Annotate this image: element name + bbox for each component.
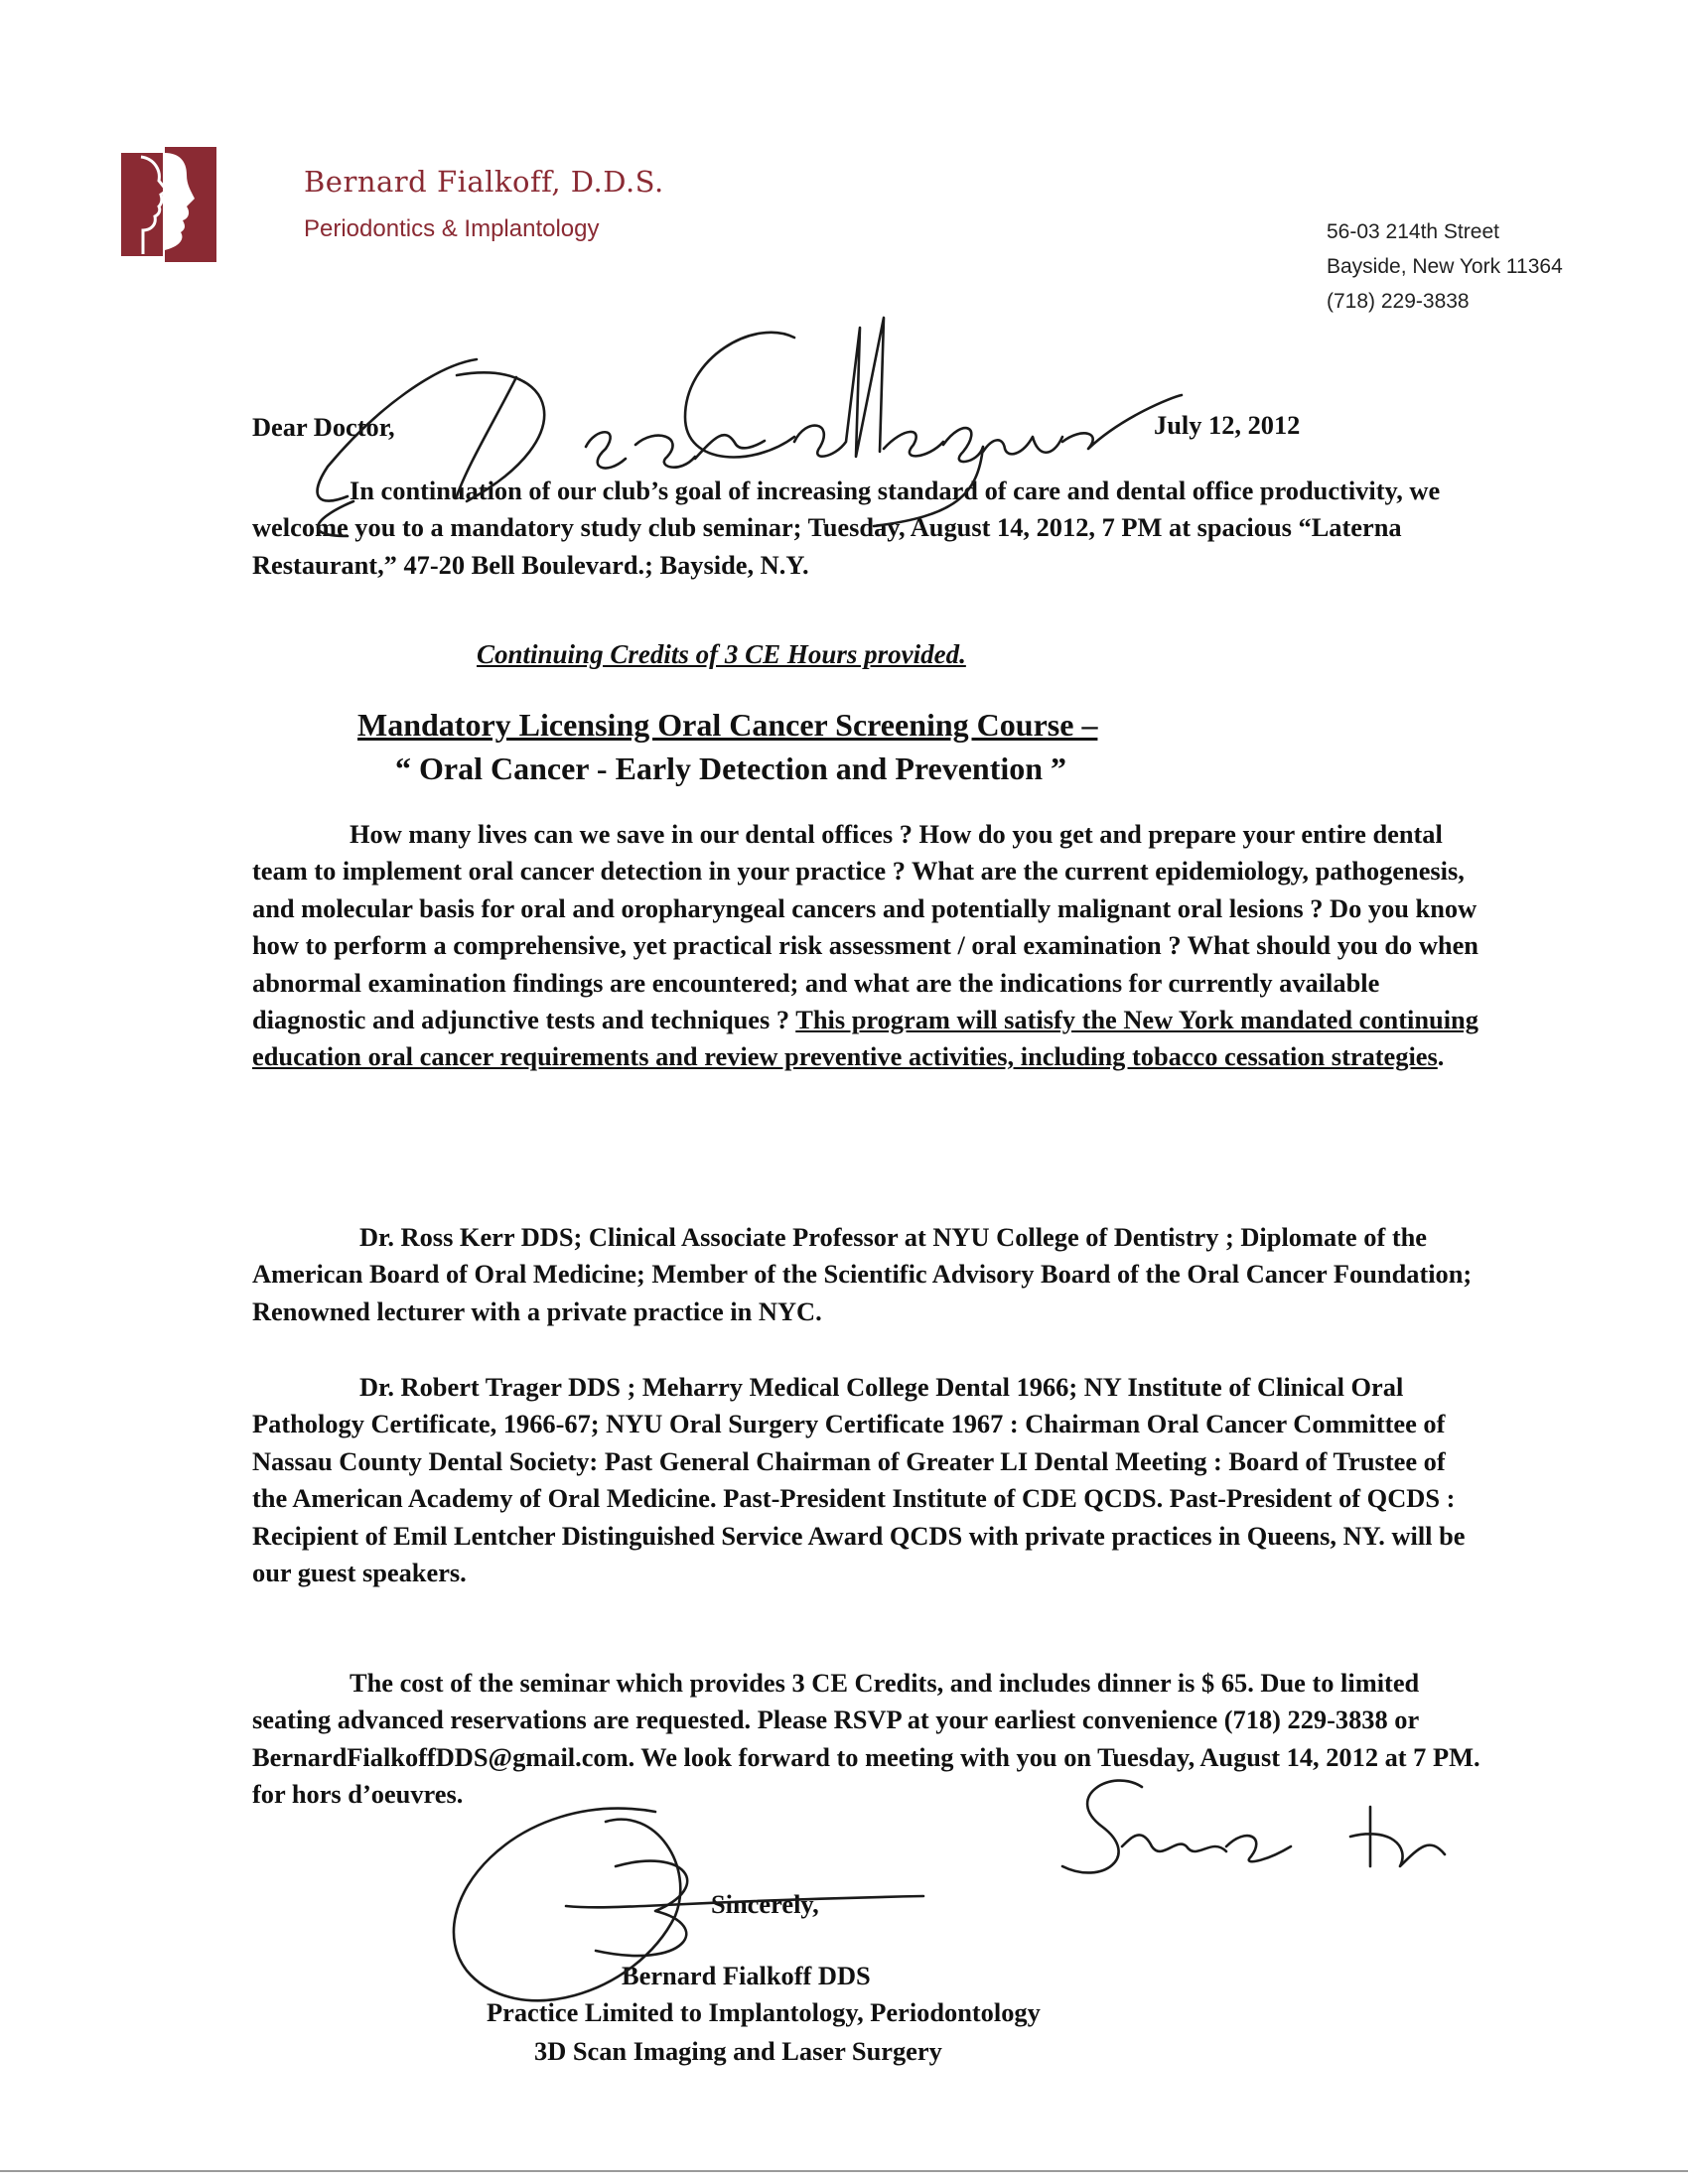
letter-date: July 12, 2012 xyxy=(1154,410,1301,440)
signer-title: Practice Limited to Implantology, Periodontology xyxy=(487,1997,1041,2027)
cost-paragraph xyxy=(252,1665,1483,1814)
intro-paragraph xyxy=(252,473,1483,584)
practice-logo xyxy=(121,147,216,262)
signer-name: Bernard Fialkoff DDS xyxy=(622,1961,871,1990)
course-title: Mandatory Licensing Oral Cancer Screening Course – xyxy=(357,707,1098,743)
signer-tagline: 3D Scan Imaging and Laser Surgery xyxy=(534,2036,942,2066)
cost-text: The cost of the seminar which provides 3 CE Credits, and includes dinner is $ 65. Due to limited seating advanced reservations are requested. Please RSVP at your earliest convenience (718) 229-3838 or BernardFialkoffDDS@gmail.com. We look forward to meeting with you on Tuesday, August 14, 2012 at 7 PM. for hors d’oeuvres. xyxy=(252,1668,1480,1810)
closing: Sincerely, xyxy=(711,1889,819,1919)
program-description xyxy=(252,816,1483,1076)
program-questions: How many lives can we save in our dental offices ? How do you get and prepare your entire dental team to implement oral cancer detection in your practice ? What are the current epidemiology, pathogenesis, and molecular basis for oral and oropharyngeal cancers and potentially malignant oral lesions ? Do you know how to perform a comprehensive, yet practical risk assessment / oral examination ? What should you do when abnormal examination findings are encountered; and what are the indications for currently available diagnostic and adjunctive tests and techniques ? xyxy=(252,819,1478,1035)
intro-text: In continuation of our club’s goal of increasing standard of care and dental office productivity, we welcome you to a mandatory study club seminar; Tuesday, August 14, 2012, 7 PM at spacious “Laterna Restaurant,” 47-20 Bell Boulevard.; Bayside, N.Y. xyxy=(252,476,1441,580)
course-subtitle: “ Oral Cancer - Early Detection and Prevention ” xyxy=(395,751,1067,786)
address-line-2: Bayside, New York 11364 xyxy=(1327,255,1563,278)
letterhead-address xyxy=(1327,214,1563,319)
speaker-bio-kerr xyxy=(252,1219,1483,1330)
salutation: Dear Doctor, xyxy=(252,412,395,442)
letterhead-specialty: Periodontics & Implantology xyxy=(304,215,600,242)
ce-credits-notice: Continuing Credits of 3 CE Hours provided. xyxy=(477,639,966,669)
program-requirements: This program will satisfy the New York mandated continuing education oral cancer requirements and review preventive activities, including tobacco cessation strategies xyxy=(252,1005,1478,1072)
page-edge-line xyxy=(0,2170,1688,2172)
program-period: . xyxy=(1437,1041,1445,1072)
address-line-1: 56-03 214th Street xyxy=(1327,220,1499,243)
speaker-bio-trager-text: Dr. Robert Trager DDS ; Meharry Medical College Dental 1966; NY Institute of Clinical Oral Pathology Certificate, 1966-67; NYU Oral Surgery Certificate 1967 : Chairman Oral Cancer Committee of Nassau County Dental Society: Past General Chairman of Greater LI Dental Meeting : Board of Trustee of the American Academy of Oral Medicine. Past-President Institute of CDE QCDS. Past-President of QCDS : Recipient of Emil Lentcher Distinguished Service Award QCDS with private practices in Queens, NY. will be our guest speakers. xyxy=(252,1372,1466,1588)
speaker-bio-trager xyxy=(252,1369,1483,1591)
phone-number: (718) 229-3838 xyxy=(1327,290,1470,313)
letterhead-name: Bernard Fialkoff, D.D.S. xyxy=(304,165,664,199)
speaker-bio-kerr-text: Dr. Ross Kerr DDS; Clinical Associate Professor at NYU College of Dentistry ; Diplomate of the American Board of Oral Medicine; Member of the Scientific Advisory Board of the Oral Cancer Foundation; Renowned lecturer with a private practice in NYC. xyxy=(252,1222,1473,1326)
